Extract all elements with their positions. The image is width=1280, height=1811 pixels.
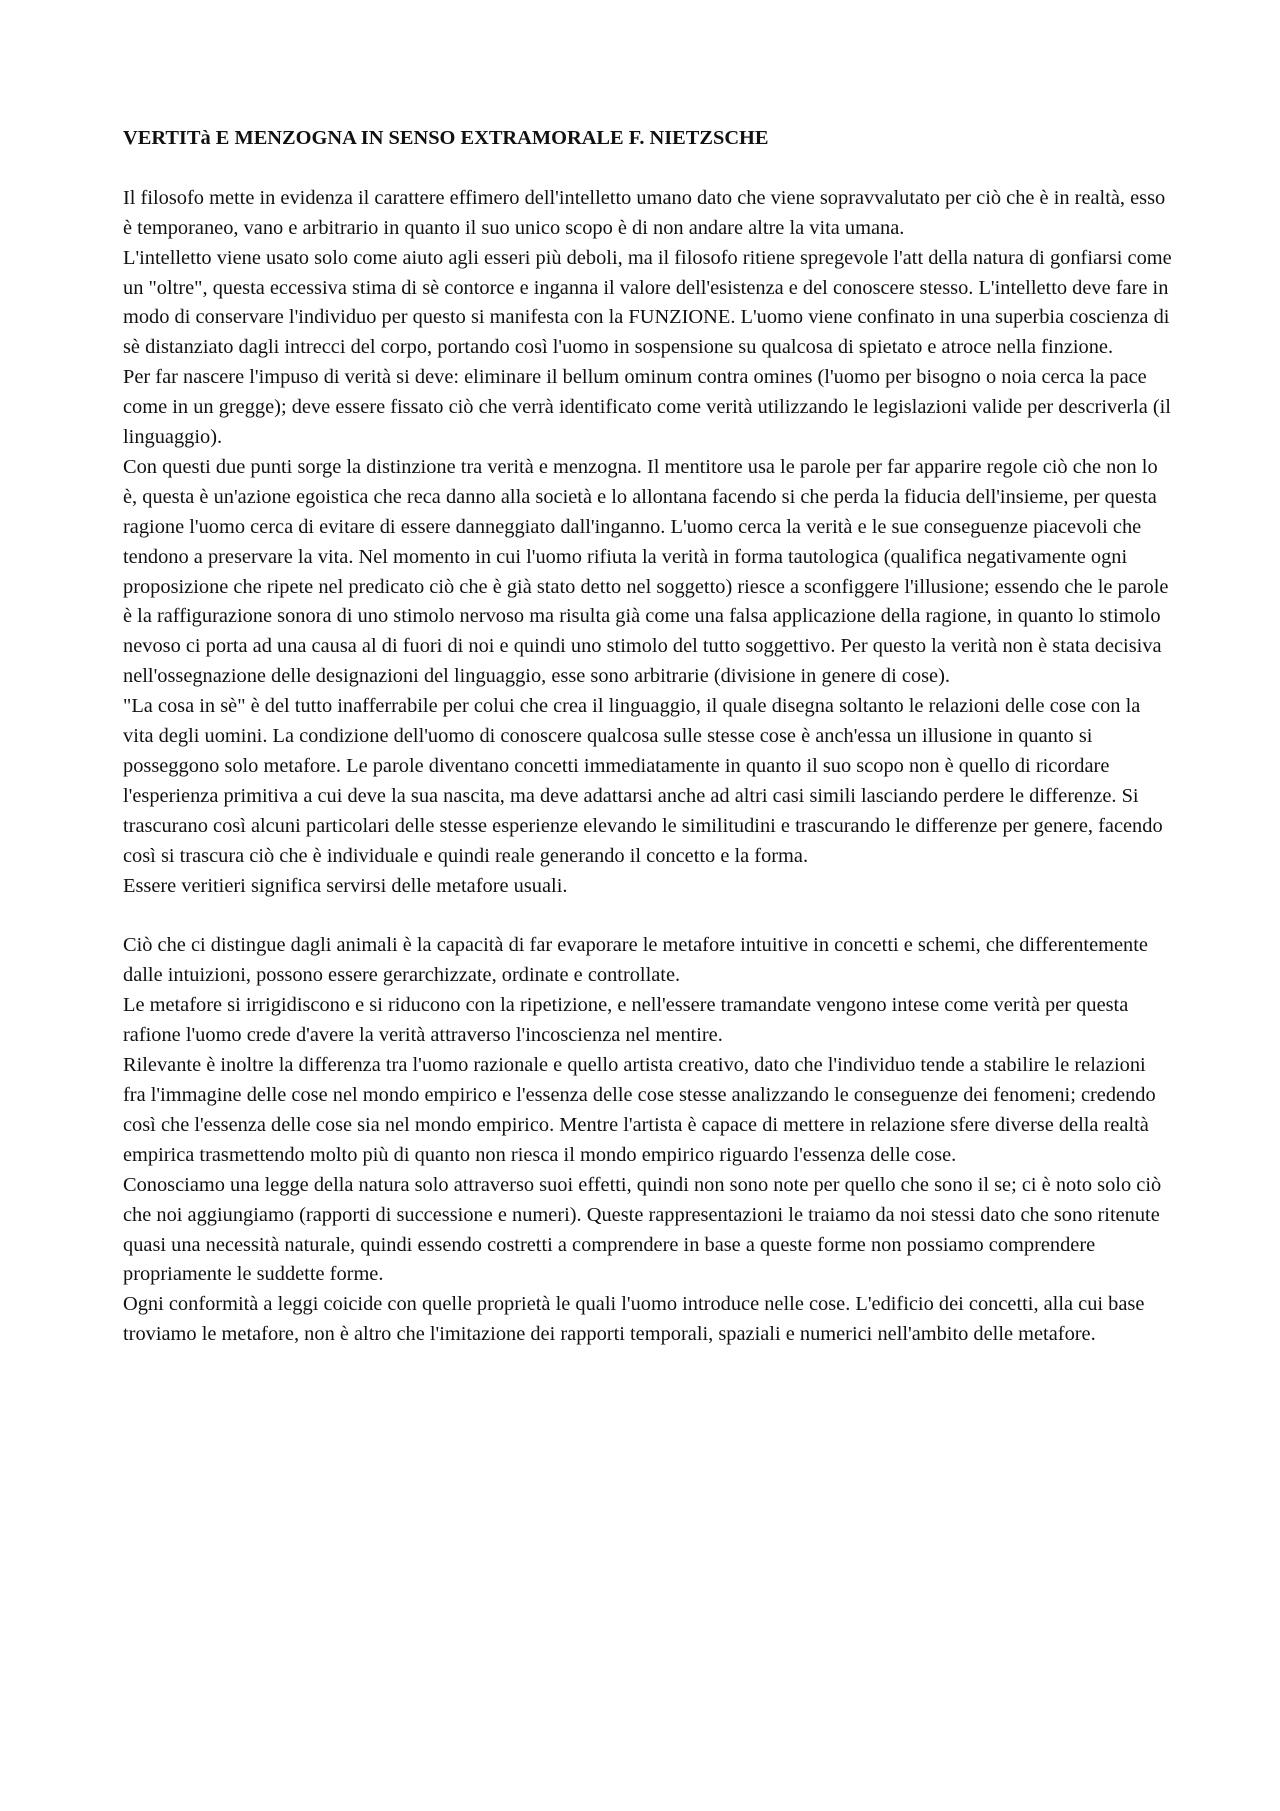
paragraph-animali: Ciò che ci distingue dagli animali è la capacità di far evaporare le metafore intuitive in concetti e schemi, che differentemente dalle intuizioni, possono essere gerarchizzate, ordinate e controllate.	[123, 934, 1148, 987]
paragraph-intelletto: L'intelletto viene usato solo come aiuto agli esseri più deboli, ma il filosofo ritiene spregevole l'att della natura di gonfiarsi come un "oltre", questa eccessiva stima di sè contorce e inganna il valore dell'esistenza e del conoscere stesso. L'intelletto deve fare in modo di conservare l'individuo per questo si manifesta con la FUNZIONE. L'uomo viene confinato in una superbia coscienza di sè distanziato dagli intrecci del corpo, portando così l'uomo in sospensione su qualcosa di spietato e atroce nella finzione.	[123, 246, 1172, 359]
document-title: VERTITà E MENZOGNA IN SENSO EXTRAMORALE F. NIETZSCHE	[123, 127, 769, 149]
paragraph-uomo-razionale: Rilevante è inoltre la differenza tra l'uomo razionale e quello artista creativo, dato che l'individuo tende a stabilire le relazioni fra l'immagine delle cose nel mondo empirico e l'essenza delle cose stesse analizzando le conseguenze dei fenomeni; credendo così che l'essenza delle cose sia nel mondo empirico. Mentre l'artista è capace di mettere in relazione sfere diverse della realtà empirica trasmettendo molto più di quanto non riesca il mondo empirico riguardo l'essenza delle cose.	[123, 1054, 1156, 1166]
paragraph-conformita: Ogni conformità a leggi coicide con quelle proprietà le quali l'uomo introduce nelle cose. L'edificio dei concetti, alla cui base troviamo le metafore, non è altro che l'imitazione dei rapporti temporali, spaziali e numerici nell'ambito delle metafore.	[123, 1293, 1145, 1346]
paragraph-cosa-in-se: "La cosa in sè" è del tutto inafferrabile per colui che crea il linguaggio, il quale disegna soltanto le relazioni delle cose con la vita degli uomini. La condizione dell'uomo di conoscere qualcosa sulle stesse cose è anch'essa un illusione in quanto si posseggono solo metafore. Le parole diventano concetti immediatamente in quanto il suo scopo non è quello di ricordare l'esperienza primitiva a cui deve la sua nascita, ma deve adattarsi anche ad altri casi simili lasciando perdere le differenze. Si trascurano così alcuni particolari delle stesse esperienze elevando le similitudini e trascurando le differenze per genere, facendo così si trascura ciò che è individuale e quindi reale generando il concetto e la forma.	[123, 695, 1163, 867]
paragraph-essere-veritieri: Essere veritieri significa servirsi delle metafore usuali.	[123, 874, 568, 897]
paragraph-legge-natura: Conosciamo una legge della natura solo attraverso suoi effetti, quindi non sono note per quello che sono il se; ci è noto solo ciò che noi aggiungiamo (rapporti di successione e numeri). Queste rappresentazioni le traiamo da noi stessi dato che sono ritenute quasi una necessità naturale, quindi essendo costretti a comprendere in base a queste forme non possiamo comprendere propriamente le suddette forme.	[123, 1173, 1162, 1286]
paragraph-verita-menzogna: Con questi due punti sorge la distinzione tra verità e menzogna. Il mentitore usa le parole per far apparire regole ciò che non lo è, questa è un'azione egoistica che reca danno alla società e lo allontana facendo si che perda la fiducia dell'insieme, per questa ragione l'uomo cerca di evitare di essere danneggiato dall'inganno. L'uomo cerca la verità e le sue conseguenze piacevoli che tendono a preservare la vita. Nel momento in cui l'uomo rifiuta la verità in forma tautologica (qualifica negativamente ogni proposizione che ripete nel predicato ciò che è già stato detto nel soggetto) riesce a sconfiggere l'illusione; essendo che le parole è la raffigurazione sonora di uno stimolo nervoso ma risulta già come una falsa applicazione della ragione, in quanto lo stimolo nevoso ci porta ad una causa al di fuori di noi e quindi uno stimolo del tutto soggettivo. Per questo la verità non è stata decisiva nell'ossegnazione delle designazioni del linguaggio, esse sono arbitrarie (divisione in genere di cose).	[123, 455, 1169, 688]
paragraph-metafore: Le metafore si irrigidiscono e si riducono con la ripetizione, e nell'essere tramandate vengono intese come verità per questa rafione l'uomo crede d'avere la verità attraverso l'incoscienza nel mentire.	[123, 994, 1129, 1047]
paragraph-intro: Il filosofo mette in evidenza il carattere effimero dell'intelletto umano dato che viene sopravvalutato per ciò che è in realtà, esso è temporaneo, vano e arbitrario in quanto il suo unico scopo è di non andare altre la vita umana.	[123, 186, 1166, 239]
paragraph-impulso-verita: Per far nascere l'impuso di verità si deve: eliminare il bellum ominum contra omines (l'uomo per bisogno o noia cerca la pace come in un gregge); deve essere fissato ciò che verrà identificato come verità utilizzando le legislazioni valide per descriverla (il linguaggio).	[123, 366, 1171, 449]
document-body	[123, 124, 1173, 1350]
blank-line	[123, 902, 1173, 932]
